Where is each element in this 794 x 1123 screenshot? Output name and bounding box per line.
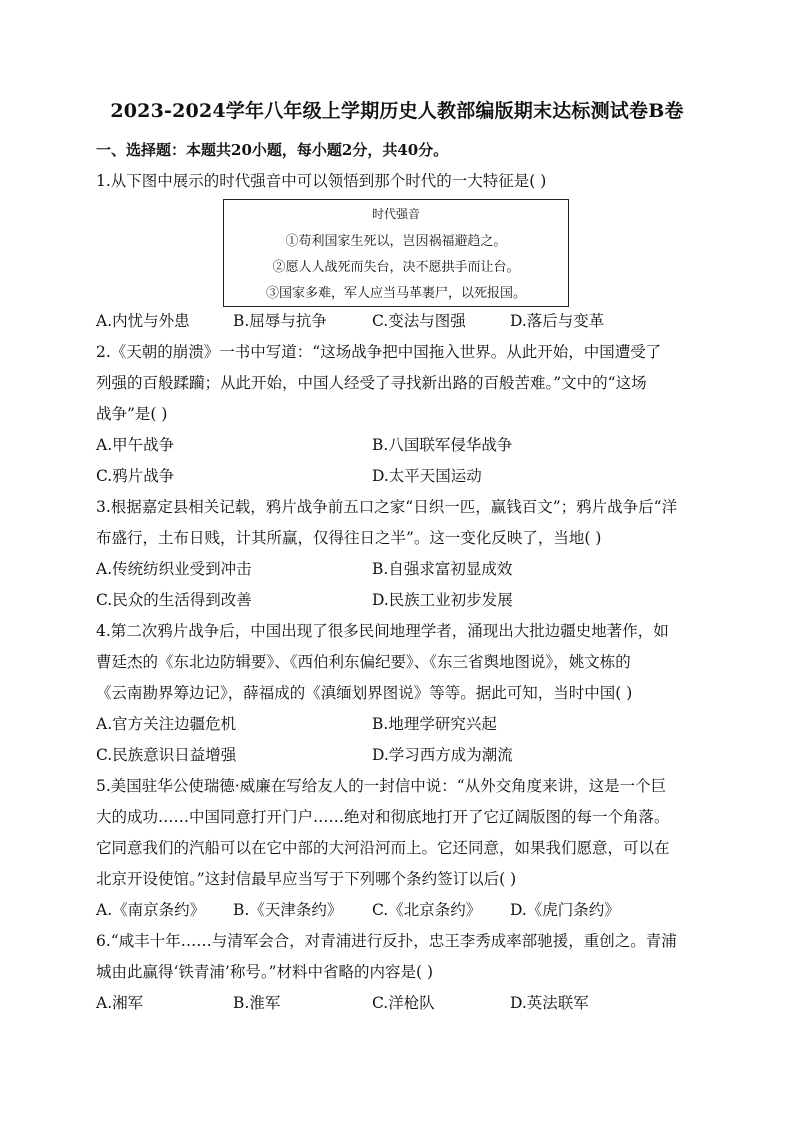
q5-stem-line: 它同意我们的汽船可以在它中部的大河沿河而上。它还同意，如果我们愿意，可以在	[96, 839, 670, 857]
q4-option-c[interactable]: C.民族意识日益增强	[96, 746, 237, 764]
q5-stem-line: 北京开设使馆。”这封信最早应当写于下列哪个条约签订以后( )	[96, 870, 517, 888]
q2-option-c[interactable]: C.鸦片战争	[96, 467, 175, 485]
q3-stem-line: 3.根据嘉定县相关记载，鸦片战争前五口之家“日织一匹，赢钱百文”；鸦片战争后“洋	[96, 498, 678, 516]
section-heading: 一、选择题：本题共20小题，每小题2分，共40分。	[96, 141, 449, 159]
q1-box-line: ①苟利国家生死以，岂因祸福避趋之。	[285, 234, 507, 249]
q2-option-a[interactable]: A.甲午战争	[96, 436, 175, 454]
q5-option-d[interactable]: D.《虎门条约》	[510, 901, 620, 919]
q3-stem-line: 布盛行，土布日贱，计其所赢，仅得往日之半”。这一变化反映了，当地( )	[96, 529, 602, 547]
q4-option-a[interactable]: A.官方关注边疆危机	[96, 715, 237, 733]
q1-box-line: ③国家多难，军人应当马革裹尸，以死报国。	[265, 286, 526, 301]
q6-option-a[interactable]: A.湘军	[96, 994, 144, 1012]
q6-option-c[interactable]: C.洋枪队	[372, 994, 435, 1012]
q4-option-b[interactable]: B.地理学研究兴起	[372, 715, 497, 733]
q2-option-b[interactable]: B.八国联军侵华战争	[372, 436, 513, 454]
q5-stem-line: 大的成功……中国同意打开门户……绝对和彻底地打开了它辽阔版图的每一个角落。	[96, 808, 670, 826]
q2-stem-line: 2.《天朝的崩溃》一书中写道：“这场战争把中国拖入世界。从此开始，中国遭受了	[96, 343, 662, 361]
q1-box-line: ②愿人人战死而失台，决不愿拱手而让台。	[272, 260, 520, 275]
q4-stem-line: 曹廷杰的《东北边防辑要》、《西伯利东偏纪要》、《东三省舆地图说》，姚文栋的	[96, 653, 631, 671]
q1-option-b[interactable]: B.屈辱与抗争	[233, 312, 327, 330]
q5-option-a[interactable]: A.《南京条约》	[96, 901, 206, 919]
q3-option-c[interactable]: C.民众的生活得到改善	[96, 591, 252, 609]
q6-option-b[interactable]: B.淮军	[233, 994, 281, 1012]
q1-option-d[interactable]: D.落后与变革	[510, 312, 605, 330]
q4-stem-line: 4.第二次鸦片战争后，中国出现了很多民间地理学者，涌现出大批边疆史地著作，如	[96, 622, 669, 640]
q6-stem-line: 城由此赢得‘铁青浦’称号。”材料中省略的内容是( )	[96, 963, 434, 981]
q5-option-c[interactable]: C.《北京条约》	[372, 901, 482, 919]
q1-stem: 1.从下图中展示的时代强音中可以领悟到那个时代的一大特征是( )	[96, 172, 547, 190]
q1-quote-box	[223, 199, 569, 307]
q3-option-a[interactable]: A.传统纺织业受到冲击	[96, 560, 252, 578]
q3-option-b[interactable]: B.自强求富初显成效	[372, 560, 513, 578]
q1-option-a[interactable]: A.内忧与外患	[96, 312, 190, 330]
q2-option-d[interactable]: D.太平天国运动	[372, 467, 482, 485]
q4-stem-line: 《云南勘界筹边记》，薛福成的《滇缅划界图说》等等。据此可知，当时中国( )	[96, 684, 633, 702]
q1-option-c[interactable]: C.变法与图强	[372, 312, 466, 330]
q2-stem-line: 战争”是( )	[96, 405, 168, 423]
exam-title: 2023-2024学年八年级上学期历史人教部编版期末达标测试卷B卷	[110, 100, 684, 122]
q5-stem-line: 5.美国驻华公使瑞德·威廉在写给友人的一封信中说：“从外交角度来讲，这是一个巨	[96, 777, 667, 795]
q1-box-title: 时代强音	[371, 207, 420, 221]
q4-option-d[interactable]: D.学习西方成为潮流	[372, 746, 513, 764]
q2-stem-line: 列强的百般蹂躏；从此开始，中国人经受了寻找新出路的百般苦难。”文中的“这场	[96, 374, 647, 392]
q3-option-d[interactable]: D.民族工业初步发展	[372, 591, 513, 609]
q5-option-b[interactable]: B.《天津条约》	[233, 901, 343, 919]
q6-option-d[interactable]: D.英法联军	[510, 994, 589, 1012]
q6-stem-line: 6.“咸丰十年……与清军会合，对青浦进行反扑，忠王李秀成率部驰援，重创之。青浦	[96, 932, 677, 950]
